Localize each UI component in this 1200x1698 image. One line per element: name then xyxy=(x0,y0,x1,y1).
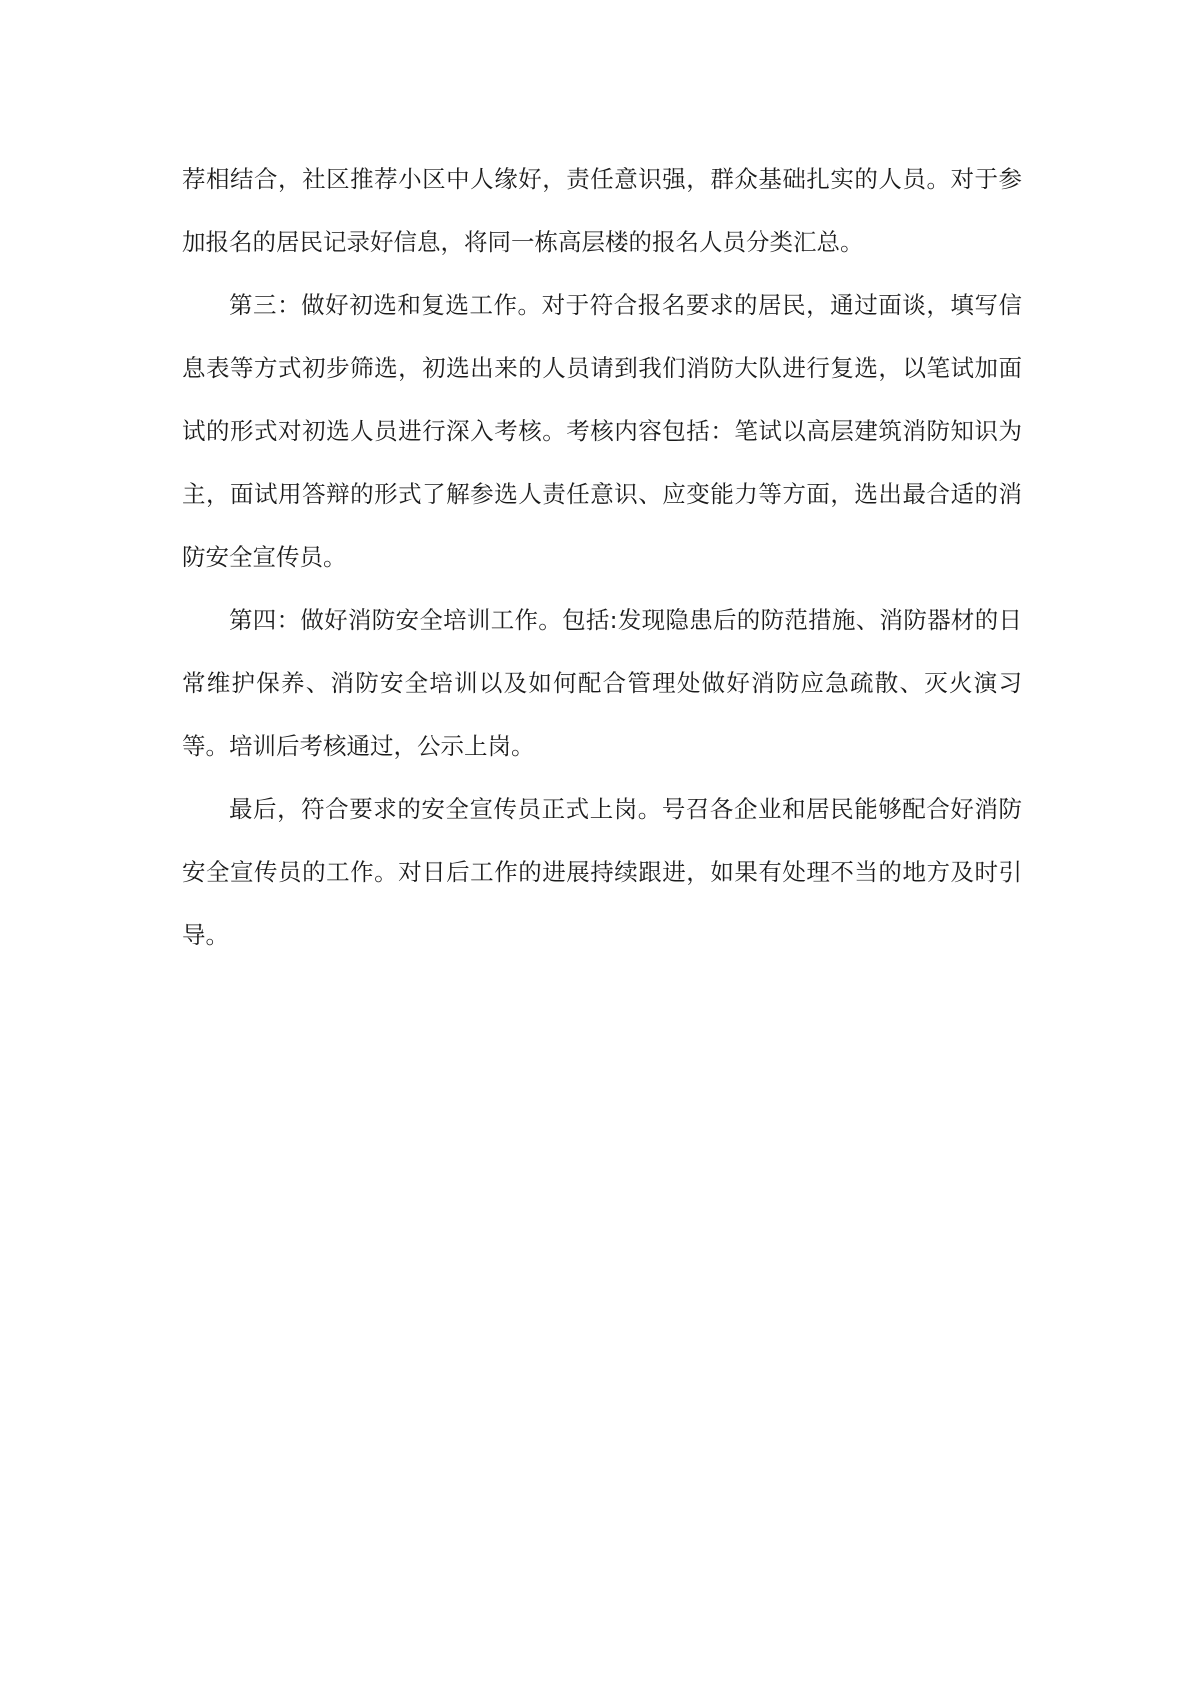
paragraph-final: 最后，符合要求的安全宣传员正式上岗。号召各企业和居民能够配合好消防安全宣传员的工作。对日后工作的进展持续跟进，如果有处理不当的地方及时引导。 xyxy=(182,795,1022,949)
document-body xyxy=(182,148,1022,967)
paragraph-step-three: 第三：做好初选和复选工作。对于符合报名要求的居民，通过面谈，填写信息表等方式初步筛选，初选出来的人员请到我们消防大队进行复选，以笔试加面试的形式对初选人员进行深入考核。考核内容包括：笔试以高层建筑消防知识为主，面试用答辩的形式了解参选人责任意识、应变能力等方面，选出最合适的消防安全宣传员。 xyxy=(182,291,1022,571)
paragraph-continuation: 荐相结合，社区推荐小区中人缘好，责任意识强，群众基础扎实的人员。对于参加报名的居民记录好信息，将同一栋高层楼的报名人员分类汇总。 xyxy=(182,165,1022,256)
paragraph-step-four: 第四：做好消防安全培训工作。包括:发现隐患后的防范措施、消防器材的日常维护保养、消防安全培训以及如何配合管理处做好消防应急疏散、灭火演习等。培训后考核通过，公示上岗。 xyxy=(182,606,1022,760)
